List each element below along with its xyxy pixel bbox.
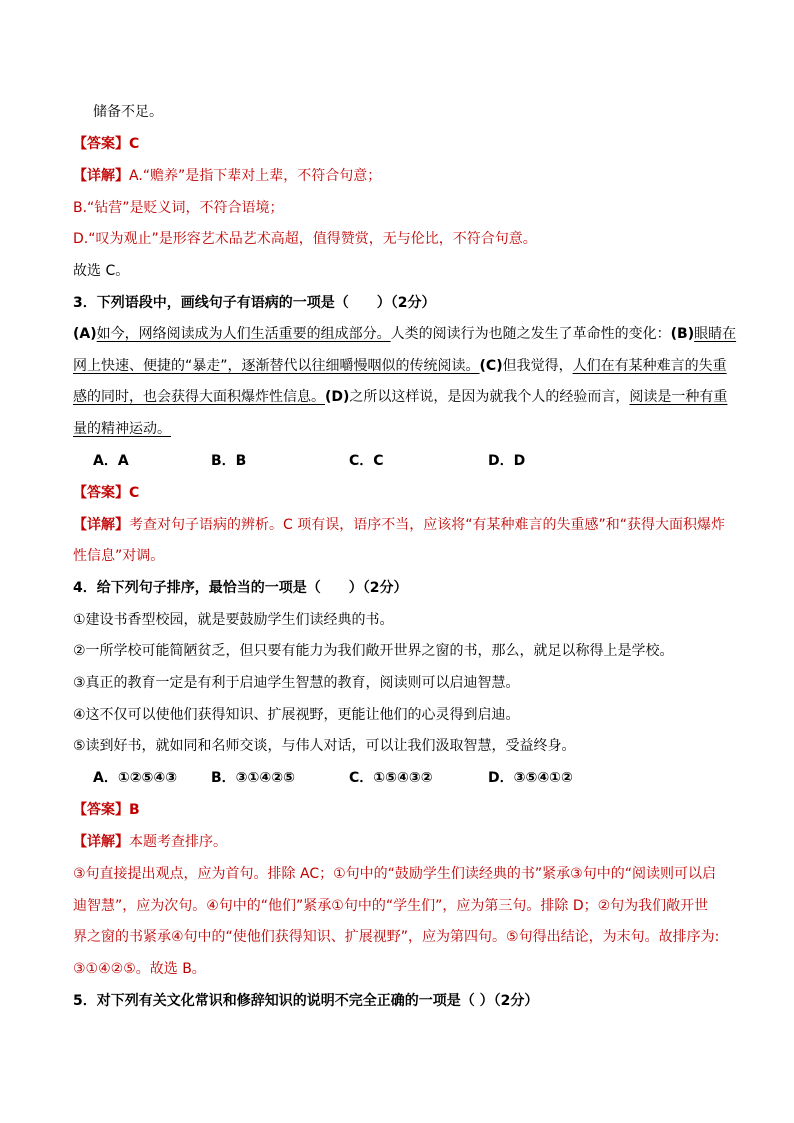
q2-conclusion: 故选 C。 bbox=[73, 263, 130, 279]
plain-text: 之所以这样说，是因为就我个人的经验而言， bbox=[349, 389, 630, 405]
q3-option-d: D．D bbox=[488, 453, 526, 469]
q3-passage-line-1 bbox=[73, 324, 736, 344]
detail-text: 本题考查排序。 bbox=[129, 834, 227, 850]
q4-sentence-5: ⑤读到好书，就如同和名师交谈，与伟人对话，可以让我们汲取智慧，受益终身。 bbox=[73, 738, 576, 754]
q3-passage-line-2 bbox=[73, 356, 727, 376]
underlined-sentence-a: 如今，网络阅读成为人们生活重要的组成部分。 bbox=[96, 326, 391, 342]
q4-detail-line-4: ③①④②⑤。故选 B。 bbox=[73, 961, 206, 977]
q3-detail-line-1 bbox=[73, 515, 725, 535]
detail-tag: 【详解】 bbox=[73, 168, 129, 184]
q4-detail-line-3: 界之窗的书紧承④句中的“使他们获得知识、扩展视野”，应为第四句。⑤句得出结论，为末句。故排序为: bbox=[73, 929, 720, 945]
q2-detail-b: B.“钻营”是贬义词，不符合语境； bbox=[73, 200, 284, 216]
q3-detail-line-2: 性信息”对调。 bbox=[73, 548, 165, 564]
q3-answer-line bbox=[73, 483, 139, 503]
q3-stem: 3．下列语段中，画线句子有语病的一项是（ ）（2分） bbox=[73, 295, 436, 311]
underlined-sentence-d: 阅读是一种有重 bbox=[629, 389, 728, 405]
answer-tag: 【答案】 bbox=[73, 802, 129, 818]
answer-value: B bbox=[129, 802, 140, 818]
q2-detail-a bbox=[73, 166, 381, 186]
q4-detail-intro bbox=[73, 832, 227, 852]
answer-value: C bbox=[129, 136, 140, 152]
q4-detail-line-2: 迪智慧”，应为次句。④句中的“他们”紧承①句中的“学生们”，应为第三句。排除 D；②句为我们敞开世 bbox=[73, 898, 709, 914]
q4-sentence-2: ②一所学校可能简陋贫乏，但只要有能力为我们敞开世界之窗的书，那么，就足以称得上是学校。 bbox=[73, 643, 674, 659]
underlined-sentence-b: 眼睛在 bbox=[694, 326, 737, 342]
answer-tag: 【答案】 bbox=[73, 136, 129, 152]
previous-question-tail: 储备不足。 bbox=[93, 104, 163, 120]
q4-sentence-3: ③真正的教育一定是有利于启迪学生智慧的教育，阅读则可以启迪智慧。 bbox=[73, 675, 520, 691]
underlined-sentence-c: 人们在有某种难言的失重 bbox=[572, 358, 727, 374]
q4-option-d: D．③⑤④①② bbox=[488, 770, 573, 786]
underlined-sentence-b: 网上快速、便捷的“暴走”，逐渐替代以往细嚼慢咽似的传统阅读。 bbox=[73, 358, 480, 374]
plain-text: 但我觉得， bbox=[502, 358, 573, 374]
q3-passage-line-4 bbox=[73, 419, 171, 439]
q3-option-c: C．C bbox=[349, 453, 384, 469]
q2-detail-d: D.“叹为观止”是形容艺术品艺术高超，值得赞赏，无与伦比，不符合句意。 bbox=[73, 231, 537, 247]
q4-sentence-4: ④这不仅可以使他们获得知识、扩展视野，更能让他们的心灵得到启迪。 bbox=[73, 707, 520, 723]
detail-text: 考查对句子语病的辨析。C 项有误，语序不当，应该将“有某种难言的失重感”和“获得大面积爆炸 bbox=[129, 517, 725, 533]
q4-option-b: B．③①④②⑤ bbox=[211, 770, 295, 786]
answer-value: C bbox=[129, 485, 140, 501]
q3-option-b: B．B bbox=[211, 453, 247, 469]
sentence-label-a: (A) bbox=[73, 326, 97, 342]
detail-tag: 【详解】 bbox=[73, 517, 129, 533]
q4-option-a: A．①②⑤④③ bbox=[93, 770, 178, 786]
sentence-label-c: (C) bbox=[479, 358, 503, 374]
q4-sentence-1: ①建设书香型校园，就是要鼓励学生们读经典的书。 bbox=[73, 612, 394, 628]
underlined-sentence-c: 感的同时，也会获得大面积爆炸性信息。 bbox=[73, 389, 325, 405]
sentence-label-d: (D) bbox=[325, 389, 350, 405]
q3-option-a: A．A bbox=[93, 453, 129, 469]
detail-text: A.“赡养”是指下辈对上辈，不符合句意； bbox=[129, 168, 382, 184]
q2-answer-line bbox=[73, 134, 139, 154]
plain-text: 人类的阅读行为也随之发生了革命性的变化： bbox=[390, 326, 671, 342]
q4-detail-line-1: ③句直接提出观点，应为首句。排除 AC；①句中的“鼓励学生们读经典的书”紧承③句中的“阅读则可以启 bbox=[73, 866, 716, 882]
underlined-sentence-d: 量的精神运动。 bbox=[73, 421, 171, 437]
q5-stem: 5．对下列有关文化常识和修辞知识的说明不完全正确的一项是（ ）（2分） bbox=[73, 993, 539, 1009]
sentence-label-b: (B) bbox=[670, 326, 695, 342]
q4-option-c: C．①⑤④③② bbox=[349, 770, 433, 786]
q4-stem: 4．给下列句子排序，最恰当的一项是（ ）（2分） bbox=[73, 580, 408, 596]
answer-tag: 【答案】 bbox=[73, 485, 129, 501]
detail-tag: 【详解】 bbox=[73, 834, 129, 850]
q4-answer-line bbox=[73, 800, 140, 820]
q3-passage-line-3 bbox=[73, 387, 727, 407]
